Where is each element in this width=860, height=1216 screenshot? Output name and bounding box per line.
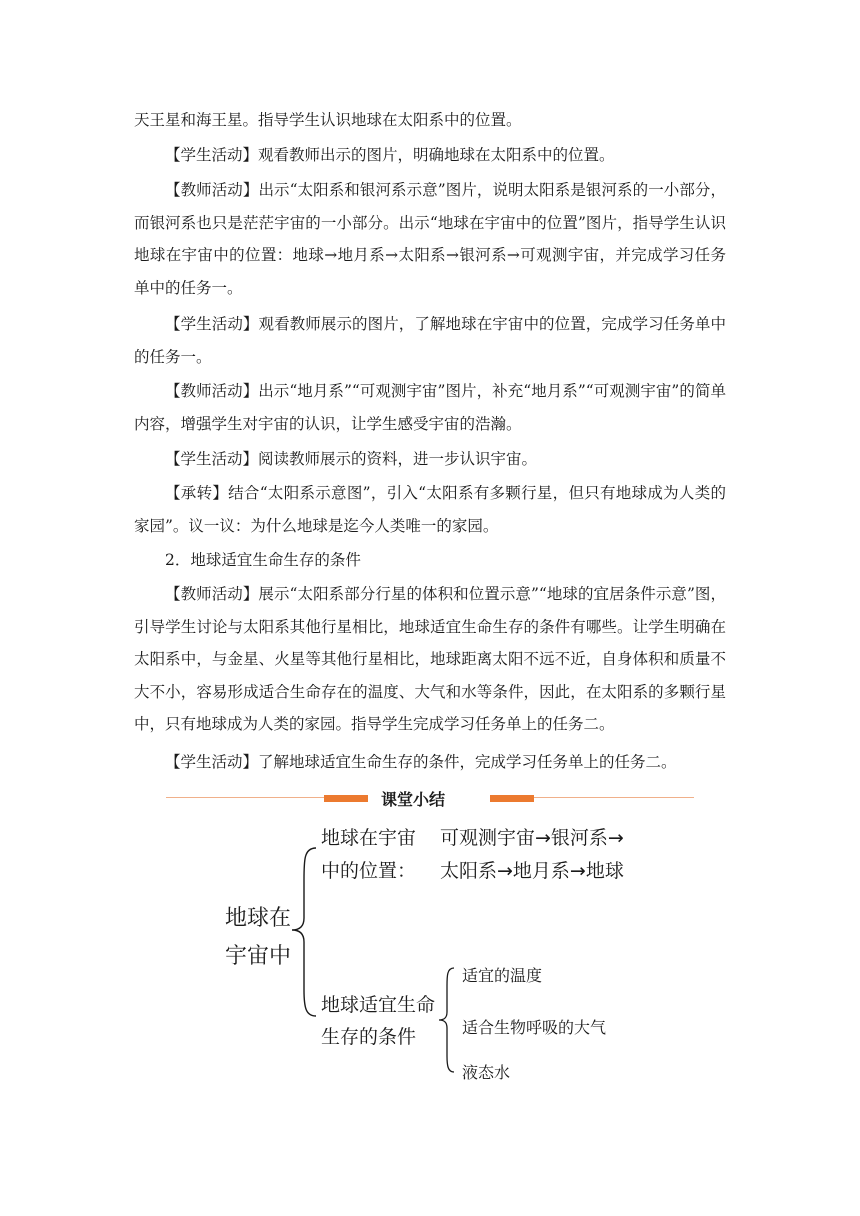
paragraph-9: 【学生活动】了解地球适宜生命生存的条件，完成学习任务单上的任务二。 xyxy=(165,753,677,771)
branch2-label-line2: 生存的条件 xyxy=(321,1026,417,1048)
paragraph-8: 【教师活动】展示“太阳系部分行星的体积和位置示意”“地球的宜居条件示意”图，引导学生讨论与太阳系其他行星相比，地球适宜生命生存的条件有哪些。让学生明确在太阳系中，与金星、火星等其他行星相比，地球距离太阳不远不近，自身体积和质量不大不小，容易形成适合生命存在的温度、大气和水等条件，因此，在太阳系的多颗行星中，只有地球成为人类的家园。指导学生完成学习任务单上的任务二。 xyxy=(134,585,726,734)
heading-rule-left xyxy=(166,797,324,798)
paragraph-3: 【教师活动】出示“太阳系和银河系示意”图片，说明太阳系是银河系的一小部分，而银河系也只是茫茫宇宙的一小部分。出示“地球在宇宙中的位置”图片，指导学生认识地球在宇宙中的位置：地球→地月系→太阳系→银河系→可观测宇宙，并完成学习任务单中的任务一。 xyxy=(134,181,726,297)
paragraph-7: 【承转】结合“太阳系示意图”，引入“太阳系有多颗行星，但只有地球成为人类的家园”。议一议：为什么地球是迄今人类唯一的家园。 xyxy=(134,484,726,535)
branch1-value-line1: 可观测宇宙→银河系→ xyxy=(440,827,624,849)
condition-temperature: 适宜的温度 xyxy=(462,966,543,985)
condition-water: 液态水 xyxy=(462,1063,511,1082)
paragraph-1: 天王星和海王星。指导学生认识地球在太阳系中的位置。 xyxy=(134,111,522,129)
branch2-label-line1: 地球适宜生命 xyxy=(321,994,436,1016)
heading-bar-left xyxy=(324,795,368,802)
branch1-value-line2: 太阳系→地月系→地球 xyxy=(440,860,624,882)
heading-bar-right xyxy=(490,795,534,802)
branch1-label-line2: 中的位置： xyxy=(321,860,417,882)
paragraph-5: 【教师活动】出示“地月系”“可观测宇宙”图片，补充“地月系”“可观测宇宙”的简单内容，增强学生对宇宙的认识，让学生感受宇宙的浩瀚。 xyxy=(134,382,726,433)
paragraph-2: 【学生活动】观看教师出示的图片，明确地球在太阳系中的位置。 xyxy=(165,146,615,164)
branch1-label-line1: 地球在宇宙 xyxy=(321,827,417,849)
conditions-brace-icon xyxy=(436,964,458,1076)
summary-root-line2: 宇宙中 xyxy=(225,944,292,969)
heading-rule-right xyxy=(534,797,694,798)
paragraph-4: 【学生活动】观看教师展示的图片，了解地球在宇宙中的位置，完成学习任务单中的任务一。 xyxy=(134,315,726,366)
paragraph-6: 【学生活动】阅读教师展示的资料，进一步认识宇宙。 xyxy=(165,450,538,468)
condition-atmosphere: 适合生物呼吸的大气 xyxy=(462,1018,607,1037)
summary-heading: 课堂小结 xyxy=(380,790,445,809)
root-brace-icon xyxy=(290,840,320,1022)
section-heading-2: 2．地球适宜生命生存的条件 xyxy=(165,551,361,569)
summary-root-line1: 地球在 xyxy=(225,906,292,931)
